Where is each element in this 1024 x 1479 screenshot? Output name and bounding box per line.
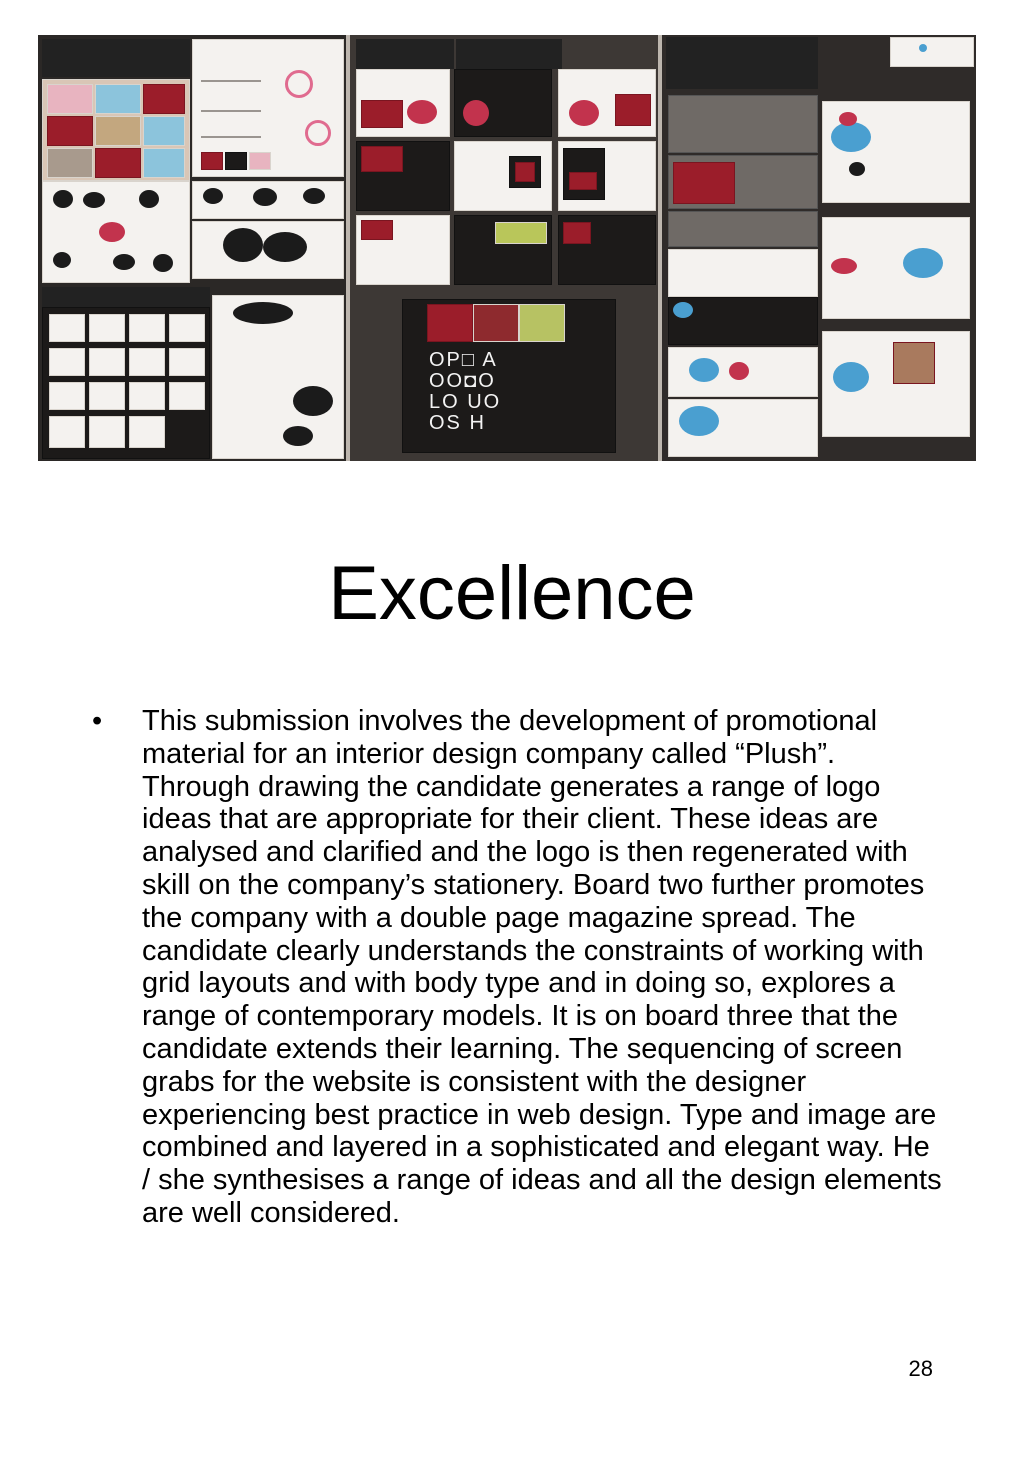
- slide-title: Excellence: [328, 551, 696, 636]
- magazine-letters: OP□ A OO◘O LO UO OS H: [429, 349, 502, 434]
- board-one: [38, 35, 346, 461]
- board-three: [662, 35, 976, 461]
- body-paragraph: This submission involves the development of promotional material for an interior design company called “Plush”. Through drawing the candidate generates a range of logo ideas that are appropriate for their client. These ideas are analysed and clarified and the logo is then regenerated with skill on the company’s stationery. Board two further promotes the company with a double page magazine spread. The candidate clearly understands the constraints of working with grid layouts and with body type and in doing so, explores a range of contemporary models. It is on board three that the candidate extends their learning. The sequencing of screen grabs for the website is consistent with the designer experiencing best practice in web design. Type and image are combined and layered in a sophisticated and elegant way. He / she synthesises a range of ideas and all the design elements are well considered.: [142, 705, 942, 1229]
- page-number: 28: [908, 1356, 933, 1381]
- boards-photo: [38, 35, 976, 461]
- board-two: [350, 35, 658, 461]
- bullet-icon: •: [92, 705, 103, 737]
